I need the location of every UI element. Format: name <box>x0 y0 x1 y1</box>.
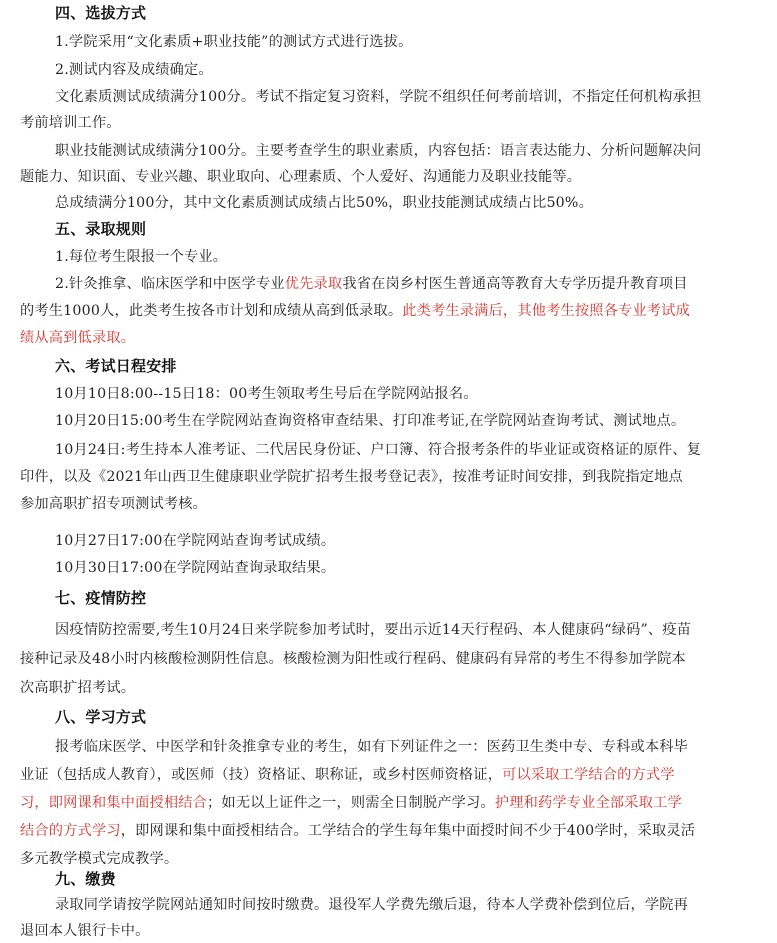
paragraph: 10月24日:考生持本人准考证、二代居民身份证、户口簿、符合报考条件的毕业证或资格证的原件、复 <box>55 442 702 458</box>
paragraph: 文化素质测试成绩满分100分。考试不指定复习资料，学院不组织任何考前培训，不指定任何机构承担 <box>55 89 702 105</box>
paragraph: 10月20日15:00考生在学院网站查询资格审查结果、打印准考证,在学院网站查询考试、测试地点。 <box>55 413 686 429</box>
section-9-title: 九、缴费 <box>55 870 116 888</box>
text-run: 我省在岗乡村医生普通高等教育大专学历提升教育项目 <box>342 276 688 292</box>
text-run: 业证（包括成人教育），或医师（技）资格证、职称证，或乡村医师资格证， <box>20 767 503 783</box>
highlight-text: 结合的方式学习 <box>20 823 121 839</box>
highlight-text: 习，即网课和集中面授相结合 <box>20 795 208 811</box>
highlight-text: 可以采取工学结合的方式学 <box>502 767 675 783</box>
paragraph: 接种记录及48小时内核酸检测阴性信息。核酸检测为阳性或行程码、健康码有异常的考生不得参加学院本 <box>20 651 686 667</box>
section-8-title: 八、学习方式 <box>55 708 147 726</box>
text-run: ；如无以上证件之一，则需全日制脱产学习。 <box>207 795 495 811</box>
section-7-title: 七、疫情防控 <box>55 589 147 607</box>
paragraph: 退回本人银行卡中。 <box>20 923 150 939</box>
section-6-title: 六、考试日程安排 <box>55 357 177 375</box>
paragraph: 多元教学模式完成教学。 <box>20 851 179 867</box>
paragraph: 2.测试内容及成绩确定。 <box>55 62 213 78</box>
section-5-title: 五、录取规则 <box>55 220 147 238</box>
paragraph: 参加高职扩招专项测试考核。 <box>20 496 208 512</box>
paragraph: 录取同学请按学院网站通知时间按时缴费。退役军人学费先缴后退，待本人学费补偿到位后，学院再 <box>55 897 689 913</box>
paragraph: 因疫情防控需要,考生10月24日来学院参加考试时，要出示近14天行程码、本人健康码“绿码”、疫苗 <box>55 622 692 638</box>
paragraph: 题能力、知识面、专业兴趣、职业取向、心理素质、个人爱好、沟通能力及职业技能等。 <box>20 169 582 185</box>
highlight-text: 绩从高到低录取。 <box>20 330 136 346</box>
paragraph: 次高职扩招考试。 <box>20 680 136 696</box>
text-run: ，即网课和集中面授相结合。工学结合的学生每年集中面授时间不少于400学时，采取灵活 <box>120 823 696 839</box>
paragraph: 考前培训工作。 <box>20 115 121 131</box>
highlight-text: 优先录取 <box>284 276 343 292</box>
paragraph <box>55 274 688 294</box>
paragraph: 职业技能测试成绩满分100分。主要考查学生的职业素质，内容包括：语言表达能力、分析问题解决问 <box>55 143 702 159</box>
paragraph: 1.每位考生限报一个专业。 <box>55 249 228 265</box>
paragraph: 10月30日17:00在学院网站查询录取结果。 <box>55 560 336 576</box>
paragraph: 1.学院采用“文化素质+职业技能”的测试方式进行选拔。 <box>55 34 413 50</box>
paragraph: 报考临床医学、中医学和针灸推拿专业的考生，如有下列证件之一：医药卫生类中专、专科或本科毕 <box>55 739 689 755</box>
paragraph <box>20 821 695 841</box>
text-run: 的考生1000人，此类考生按各市计划和成绩从高到低录取。 <box>20 303 403 319</box>
paragraph: 总成绩满分100分，其中文化素质测试成绩占比50%，职业技能测试成绩占比50%。 <box>55 195 593 211</box>
section-4-title: 四、选拔方式 <box>55 4 147 22</box>
paragraph: 印件，以及《2021年山西卫生健康职业学院扩招考生报考登记表》，按准考证时间安排，到我院指定地点 <box>20 469 683 485</box>
text-run: 2.针灸推拿、临床医学和中医学专业 <box>55 276 285 292</box>
highlight-text: 此类考生录满后，其他考生按照各专业考试成 <box>402 303 690 319</box>
paragraph <box>20 793 682 813</box>
paragraph: 10月10日8:00--15日18：00考生领取考生号后在学院网站报名。 <box>55 386 478 402</box>
paragraph <box>20 765 675 785</box>
paragraph <box>20 301 690 321</box>
paragraph: 10月27日17:00在学院网站查询考试成绩。 <box>55 533 336 549</box>
highlight-text: 护理和药学专业全部采取工学 <box>494 795 682 811</box>
